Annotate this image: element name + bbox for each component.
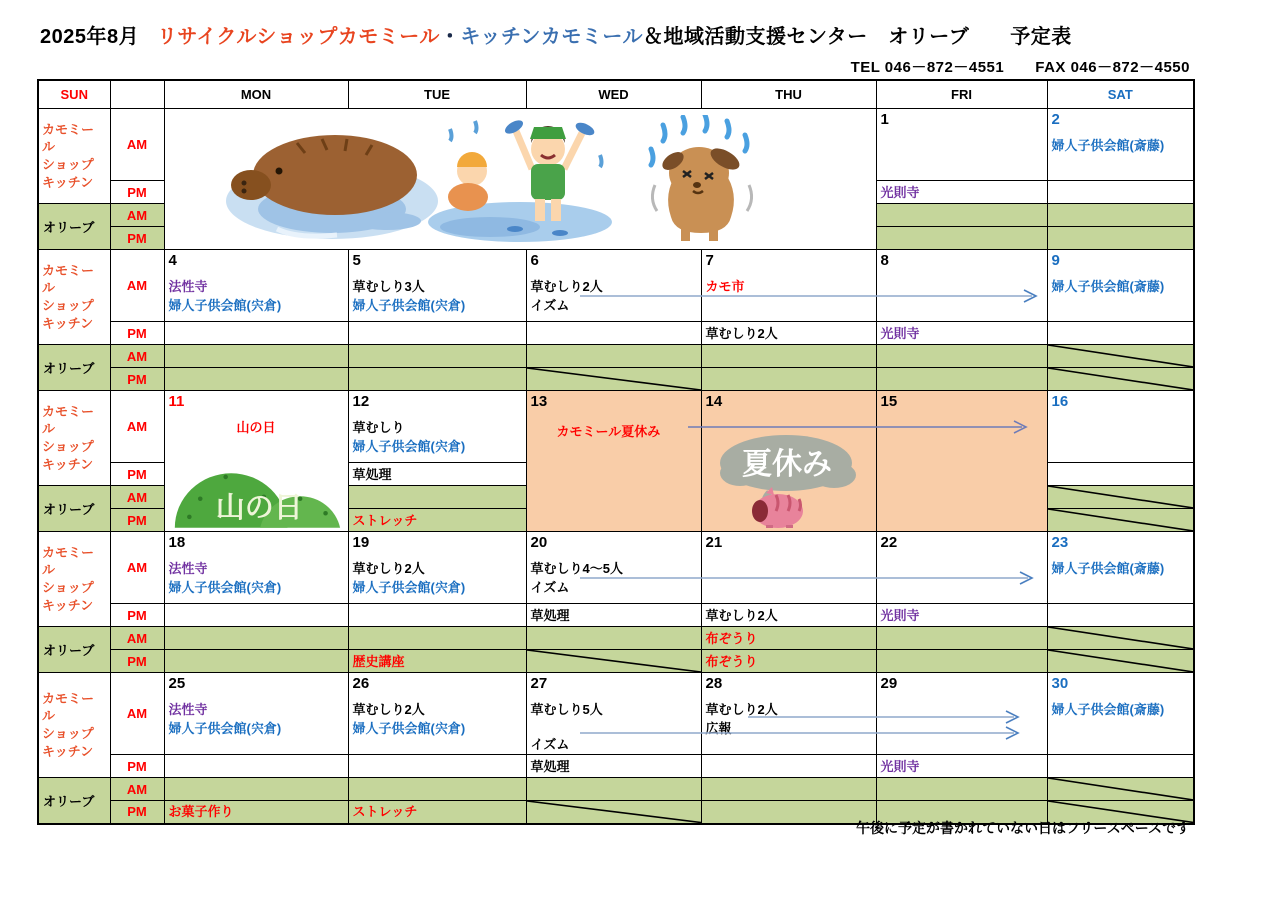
event: 草処理 xyxy=(352,466,392,482)
day-22-pm xyxy=(876,604,1047,627)
olive-23-am xyxy=(1047,627,1194,650)
title-separator: ・ xyxy=(439,26,461,48)
row-label-olive: オリーブ xyxy=(38,345,110,391)
title-month: 2025年8月 xyxy=(40,26,140,48)
header-sat: SAT xyxy=(1047,80,1194,109)
am-label: AM xyxy=(110,627,164,650)
am-label: AM xyxy=(110,109,164,181)
day-number: 22 xyxy=(880,534,898,551)
olive-4-am xyxy=(164,345,348,368)
row-label-olive: オリーブ xyxy=(38,486,110,532)
day-number: 19 xyxy=(352,534,370,551)
olive-18-pm xyxy=(164,650,348,673)
olive-23-pm xyxy=(1047,650,1194,673)
day-number: 14 xyxy=(705,393,723,410)
olive-29-am xyxy=(876,778,1047,801)
day-number: 12 xyxy=(352,393,370,410)
mountain-day-text: 山の日 xyxy=(215,491,303,524)
day-8-pm xyxy=(876,322,1047,345)
day-number: 13 xyxy=(530,393,548,410)
pm-label: PM xyxy=(110,801,164,824)
event: 歴史講座 xyxy=(352,653,405,669)
day-2-pm xyxy=(1047,181,1194,204)
header-blank xyxy=(110,80,164,109)
olive-1-am xyxy=(876,204,1047,227)
am-label: AM xyxy=(110,532,164,604)
event: 草むしり2人 xyxy=(352,561,425,576)
day-9-am xyxy=(1047,250,1194,322)
row-label-olive: オリーブ xyxy=(38,778,110,824)
olive-7-pm xyxy=(701,368,876,391)
day-number: 29 xyxy=(880,675,898,692)
day-number: 2 xyxy=(1051,111,1060,128)
day-13-vacation-cell xyxy=(526,391,701,532)
day-5-pm xyxy=(348,322,526,345)
event: 法性寺 xyxy=(168,702,208,717)
olive-20-pm xyxy=(526,650,701,673)
day-number: 1 xyxy=(880,111,889,128)
event: イズム xyxy=(530,580,570,595)
olive-28-am xyxy=(701,778,876,801)
holiday-label: 山の日 xyxy=(236,420,276,435)
day-12-am xyxy=(348,391,526,463)
olive-7-am xyxy=(701,345,876,368)
event: 婦人子供会館(宍倉) xyxy=(352,721,466,736)
boar-swimming-illustration xyxy=(217,121,447,243)
event: 婦人子供会館(宍倉) xyxy=(352,439,466,454)
day-26-am xyxy=(348,673,526,755)
day-number: 4 xyxy=(168,252,177,269)
event: 広報 xyxy=(705,721,732,736)
olive-6-pm xyxy=(526,368,701,391)
olive-12-am xyxy=(348,486,526,509)
event: 婦人子供会館(斎藤) xyxy=(1051,561,1165,576)
day-number: 27 xyxy=(530,675,548,692)
day-21-am xyxy=(701,532,876,604)
day-number: 6 xyxy=(530,252,539,269)
event: 草処理 xyxy=(530,607,570,623)
day-number: 30 xyxy=(1051,675,1069,692)
kids-fishing-illustration xyxy=(420,109,615,244)
crossed-out-line xyxy=(527,650,701,672)
event: イズム xyxy=(530,737,570,752)
day-5-am xyxy=(348,250,526,322)
event: イズム xyxy=(530,298,570,313)
event: 布ぞうり xyxy=(705,630,758,646)
pm-label: PM xyxy=(110,509,164,532)
vacation-label: カモミール夏休み xyxy=(556,424,661,439)
olive-16-am xyxy=(1047,486,1194,509)
day-number: 9 xyxy=(1051,252,1060,269)
day-20-am xyxy=(526,532,701,604)
day-8-am xyxy=(876,250,1047,322)
day-18-am xyxy=(164,532,348,604)
day-15-vacation-cell xyxy=(876,391,1047,532)
olive-21-pm xyxy=(701,650,876,673)
day-number: 23 xyxy=(1051,534,1069,551)
day-26-pm xyxy=(348,755,526,778)
event: 草むしり4～5人 xyxy=(530,561,623,576)
continuation-arrow-izumu-week2 xyxy=(580,289,1040,308)
contact-phone-fax: TEL 046－872－4551 FAX 046－872－4550 xyxy=(850,59,1190,76)
header-sun: SUN xyxy=(38,80,110,109)
olive-2-am xyxy=(1047,204,1194,227)
continuation-arrow-izumu-week4 xyxy=(580,571,1036,590)
day-7-pm xyxy=(701,322,876,345)
day-22-am xyxy=(876,532,1047,604)
day-4-pm xyxy=(164,322,348,345)
olive-4-pm xyxy=(164,368,348,391)
day-30-pm xyxy=(1047,755,1194,778)
header-mon: MON xyxy=(164,80,348,109)
day-6-am xyxy=(526,250,701,322)
footnote: 午後に予定が書かれていない日はフリースペースです xyxy=(855,820,1190,836)
day-number: 20 xyxy=(530,534,548,551)
day-9-pm xyxy=(1047,322,1194,345)
day-2-am xyxy=(1047,109,1194,181)
pm-label: PM xyxy=(110,368,164,391)
olive-8-pm xyxy=(876,368,1047,391)
event: 草むしり3人 xyxy=(352,279,425,294)
event: 婦人子供会館(宍倉) xyxy=(352,580,466,595)
event: 婦人子供会館(宍倉) xyxy=(168,721,282,736)
olive-20-am xyxy=(526,627,701,650)
olive-27-am xyxy=(526,778,701,801)
olive-9-am xyxy=(1047,345,1194,368)
title-rest: ＆地域活動支援センター オリーブ 予定表 xyxy=(643,26,1072,48)
am-label: AM xyxy=(110,204,164,227)
pm-label: PM xyxy=(110,604,164,627)
pm-label: PM xyxy=(110,755,164,778)
day-25-am xyxy=(164,673,348,755)
am-label: AM xyxy=(110,345,164,368)
row-label-chamomile-shop-kitchen: カモミール ショップ キッチン xyxy=(38,109,110,204)
event: 布ぞうり xyxy=(705,653,758,669)
day-12-pm xyxy=(348,463,526,486)
day-number: 15 xyxy=(880,393,898,410)
am-label: AM xyxy=(110,673,164,755)
am-label: AM xyxy=(110,778,164,801)
event: 光則寺 xyxy=(880,758,920,774)
day-19-pm xyxy=(348,604,526,627)
header-fri: FRI xyxy=(876,80,1047,109)
olive-1-pm xyxy=(876,227,1047,250)
olive-8-am xyxy=(876,345,1047,368)
olive-25-am xyxy=(164,778,348,801)
event: 草むしり2人 xyxy=(705,607,778,623)
summer-vacation-text: 夏休み xyxy=(741,448,832,481)
event: カモ市 xyxy=(705,279,745,294)
day-16-pm xyxy=(1047,463,1194,486)
day-4-am xyxy=(164,250,348,322)
day-number: 8 xyxy=(880,252,889,269)
title-shop-name: リサイクルショップカモミール xyxy=(157,26,440,48)
olive-21-am xyxy=(701,627,876,650)
event: ストレッチ xyxy=(352,804,418,820)
summer-vacation-pig-illustration xyxy=(714,433,864,528)
olive-5-pm xyxy=(348,368,526,391)
olive-26-am xyxy=(348,778,526,801)
event: 婦人子供会館(斎藤) xyxy=(1051,279,1165,294)
am-label: AM xyxy=(110,250,164,322)
day-23-pm xyxy=(1047,604,1194,627)
crossed-out-line xyxy=(1048,509,1194,531)
event: 光則寺 xyxy=(880,325,920,341)
am-label: AM xyxy=(110,486,164,509)
olive-22-pm xyxy=(876,650,1047,673)
crossed-out-line xyxy=(1048,345,1194,367)
event: 草むしり2人 xyxy=(352,702,425,717)
olive-19-am xyxy=(348,627,526,650)
day-number: 5 xyxy=(352,252,361,269)
event: ストレッチ xyxy=(352,512,418,528)
page-title xyxy=(40,20,1072,49)
day-number: 11 xyxy=(168,393,185,410)
event: 婦人子供会館(斎藤) xyxy=(1051,702,1165,717)
event: 草むしり xyxy=(352,420,405,435)
row-label-chamomile-shop-kitchen: カモミール ショップ キッチン xyxy=(38,673,110,778)
event: 草むしり2人 xyxy=(705,702,778,717)
day-1-pm xyxy=(876,181,1047,204)
pm-label: PM xyxy=(110,181,164,204)
day-30-am xyxy=(1047,673,1194,755)
day-number: 18 xyxy=(168,534,186,551)
day-14-vacation-cell xyxy=(701,391,876,532)
olive-9-pm xyxy=(1047,368,1194,391)
day-11-mountain-day-cell xyxy=(164,391,348,532)
day-27-pm xyxy=(526,755,701,778)
event: 法性寺 xyxy=(168,561,208,576)
row-label-olive: オリーブ xyxy=(38,627,110,673)
pm-label: PM xyxy=(110,322,164,345)
day-20-pm xyxy=(526,604,701,627)
event: 光則寺 xyxy=(880,607,920,623)
crossed-out-line xyxy=(1048,778,1194,800)
crossed-out-line xyxy=(1048,368,1194,390)
crossed-out-line xyxy=(1048,627,1194,649)
title-kitchen-name: キッチンカモミール xyxy=(460,26,644,48)
day-19-am xyxy=(348,532,526,604)
row-label-olive: オリーブ xyxy=(38,204,110,250)
pm-label: PM xyxy=(110,227,164,250)
day-21-pm xyxy=(701,604,876,627)
mountain-day-illustration xyxy=(173,443,341,529)
day-16-am xyxy=(1047,391,1194,463)
olive-2-pm xyxy=(1047,227,1194,250)
header-wed: WED xyxy=(526,80,701,109)
olive-30-am xyxy=(1047,778,1194,801)
event: 法性寺 xyxy=(168,279,208,294)
crossed-out-line xyxy=(527,368,701,390)
day-25-pm xyxy=(164,755,348,778)
day-1-am xyxy=(876,109,1047,181)
header-thu: THU xyxy=(701,80,876,109)
day-number: 26 xyxy=(352,675,370,692)
row-label-chamomile-shop-kitchen: カモミール ショップ キッチン xyxy=(38,250,110,345)
day-6-pm xyxy=(526,322,701,345)
pm-label: PM xyxy=(110,650,164,673)
header-tue: TUE xyxy=(348,80,526,109)
olive-16-pm xyxy=(1047,509,1194,532)
continuation-arrow-izumu-week5 xyxy=(580,726,1022,745)
day-7-am xyxy=(701,250,876,322)
olive-18-am xyxy=(164,627,348,650)
event: 婦人子供会館(宍倉) xyxy=(352,298,466,313)
event: 婦人子供会館(宍倉) xyxy=(168,580,282,595)
day-18-pm xyxy=(164,604,348,627)
pm-label: PM xyxy=(110,463,164,486)
row-label-chamomile-shop-kitchen: カモミール ショップ キッチン xyxy=(38,391,110,486)
am-label: AM xyxy=(110,391,164,463)
continuation-arrow-vacation-week3 xyxy=(688,420,1030,439)
event: 婦人子供会館(宍倉) xyxy=(168,298,282,313)
olive-12-pm xyxy=(348,509,526,532)
olive-6-am xyxy=(526,345,701,368)
row-label-chamomile-shop-kitchen: カモミール ショップ キッチン xyxy=(38,532,110,627)
day-number: 25 xyxy=(168,675,186,692)
day-23-am xyxy=(1047,532,1194,604)
day-29-pm xyxy=(876,755,1047,778)
olive-5-am xyxy=(348,345,526,368)
crossed-out-line xyxy=(1048,486,1194,508)
event: 草むしり2人 xyxy=(530,279,603,294)
day-number: 28 xyxy=(705,675,723,692)
olive-22-am xyxy=(876,627,1047,650)
week1-illustration-area xyxy=(164,109,876,250)
event: 草処理 xyxy=(530,758,570,774)
day-number: 16 xyxy=(1051,393,1069,410)
olive-19-pm xyxy=(348,650,526,673)
day-number: 7 xyxy=(705,252,714,269)
event: 光則寺 xyxy=(880,184,920,200)
event: お菓子作り xyxy=(168,804,234,820)
crossed-out-line xyxy=(1048,650,1194,672)
event: 草むしり5人 xyxy=(530,702,603,717)
day-number: 21 xyxy=(705,534,723,551)
event: 婦人子供会館(斎藤) xyxy=(1051,138,1165,153)
day-28-pm xyxy=(701,755,876,778)
event: 草むしり2人 xyxy=(705,325,778,341)
wet-dog-illustration xyxy=(643,115,761,243)
